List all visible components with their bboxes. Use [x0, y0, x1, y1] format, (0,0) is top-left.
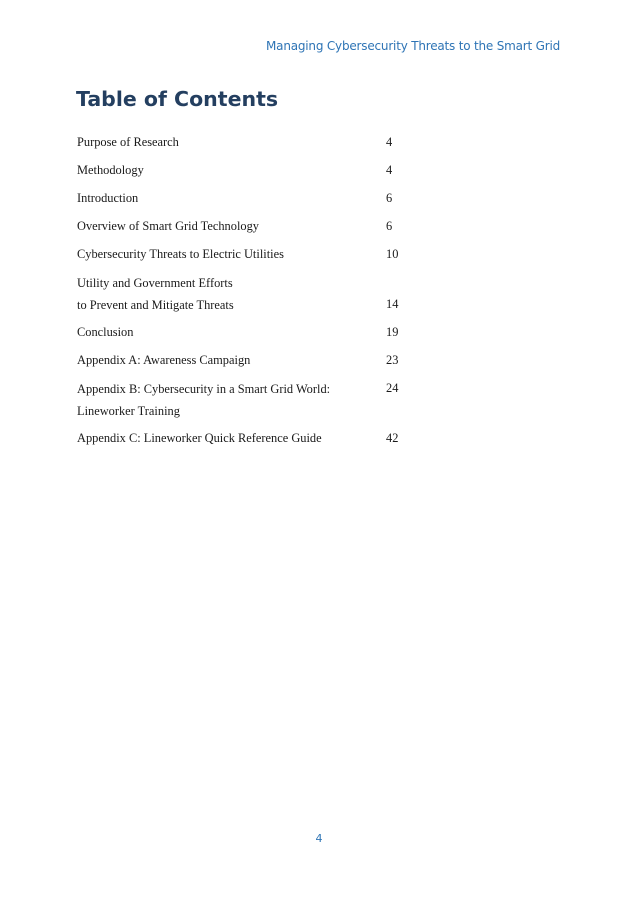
toc-entry-label-line2: Lineworker Training: [77, 404, 180, 418]
toc-entry-conclusion[interactable]: [77, 322, 407, 350]
toc-entry-purpose-of-research[interactable]: [77, 132, 407, 160]
toc-entry-page: 10: [386, 247, 399, 261]
toc-entry-page: 6: [386, 219, 393, 233]
toc-entry-utility-government-efforts[interactable]: [77, 272, 407, 322]
toc-entry-overview-smart-grid[interactable]: [77, 216, 407, 244]
toc-entry-appendix-c[interactable]: [77, 428, 407, 456]
toc-entry-introduction[interactable]: [77, 188, 407, 216]
toc-entry-page: 24: [386, 381, 399, 395]
toc-entry-label: Cybersecurity Threats to Electric Utilities: [77, 247, 284, 261]
toc-entry-label: Appendix A: Awareness Campaign: [77, 353, 251, 367]
toc-entry-cybersecurity-threats[interactable]: [77, 244, 407, 272]
toc-entry-page: 19: [386, 325, 399, 339]
toc-entry-page: 4: [386, 163, 393, 177]
toc-entry-label: Conclusion: [77, 325, 134, 339]
toc-entry-label: Overview of Smart Grid Technology: [77, 219, 259, 233]
toc-entry-methodology[interactable]: [77, 160, 407, 188]
toc-entry-label: Purpose of Research: [77, 135, 179, 149]
running-header: Managing Cybersecurity Threats to the Smart Grid: [266, 39, 560, 53]
page-number: 4: [315, 832, 323, 845]
toc-entry-label: Methodology: [77, 163, 144, 177]
toc-entry-label-line1: Utility and Government Efforts: [77, 276, 233, 290]
toc-heading: Table of Contents: [76, 87, 279, 111]
toc-entry-label: [77, 378, 367, 422]
toc-entry-label-line2: to Prevent and Mitigate Threats: [77, 298, 234, 312]
toc-entry-label-line1: Appendix B: Cybersecurity in a Smart Grid World:: [77, 382, 331, 396]
toc-entry-label: Appendix C: Lineworker Quick Reference Guide: [77, 431, 322, 445]
toc-entry-label: [77, 272, 367, 316]
toc-entry-page: 14: [386, 297, 399, 311]
toc-entry-appendix-b[interactable]: [77, 378, 407, 428]
toc-entry-page: 42: [386, 431, 399, 445]
toc-entry-page: 4: [386, 135, 393, 149]
toc-entry-label: Introduction: [77, 191, 139, 205]
toc-entry-appendix-a[interactable]: [77, 350, 407, 378]
table-of-contents: [77, 132, 407, 456]
toc-entry-page: 23: [386, 353, 399, 367]
toc-entry-page: 6: [386, 191, 393, 205]
